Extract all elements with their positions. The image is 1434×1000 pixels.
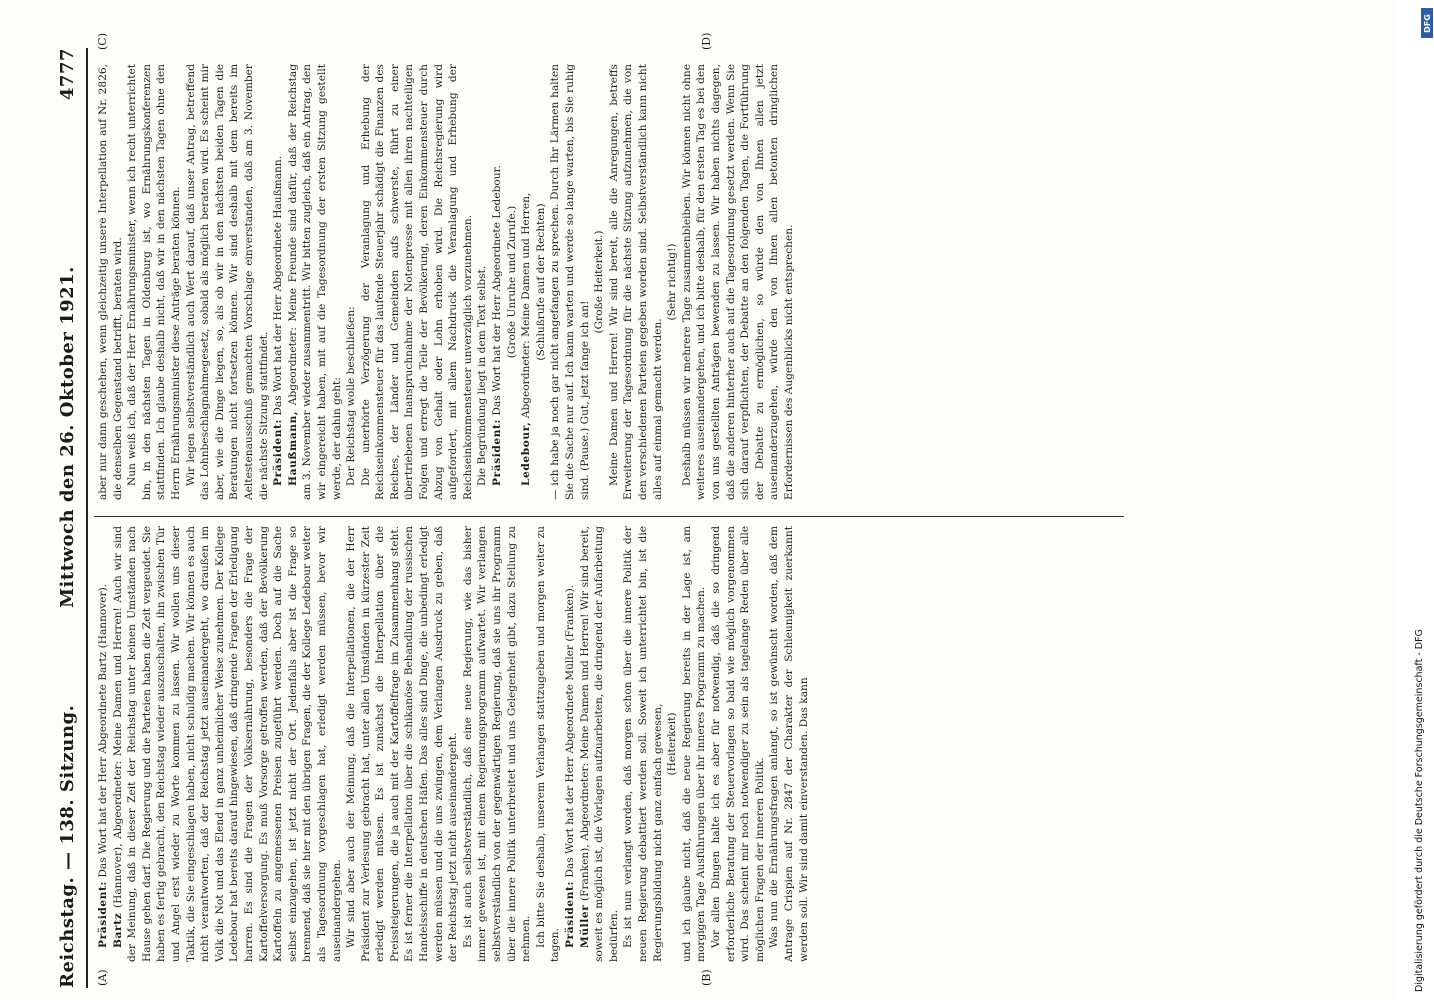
paragraph-text: (Große Heiterkeit.)	[593, 230, 606, 334]
paragraph	[96, 526, 111, 962]
paragraph-text: (Schlußrufe auf der Rechten)	[534, 203, 547, 361]
dfg-logo-text: DFG	[1422, 13, 1432, 33]
paragraph	[184, 64, 272, 500]
paragraph	[709, 526, 767, 962]
paragraph-text: Deshalb müssen wir mehrere Tage zusammenbleiben. Wir können nicht ohne weiteres auseinandergehen, und ich bitte deshalb, für den ersten Tag es bei den von uns gestellten Anträgen bewenden zu lassen. Wir haben nichts dagegen, daß die anderen hinterher auch auf die Tagesordnung gesetzt werden. Wenn Sie sich darauf verpflichten, der Debatte an den folgenden Tagen, die Fortführung der Debatte zu ermöglichen, so würde den von Ihnen allen jetzt auseinanderzugehen, würde den von Ihnen allen betonten dringlichen Erfordernissen des Augenblicks nicht entsprechen.	[680, 64, 795, 500]
paragraph	[665, 526, 680, 962]
paragraph	[519, 64, 534, 500]
column-divider	[94, 516, 1124, 517]
paragraph	[461, 526, 534, 962]
paragraph-text: (Franken), Abgeordneter: Meine Damen und Herren! Wir sind bereit, soweit es möglich ist, die Vorlagen aufzuarbeiten, die dringend der Aufarbeitung bedürfen.	[578, 526, 620, 962]
paragraph	[271, 64, 286, 500]
paragraph-text: Was nun die Ernährungsfragen anlangt, so ist gewünscht worden, daß dem Antrage Crispien auf Nr. 2847 der Charakter der Schleunigkeit zuerkannt werden soll. Wir sind damit einverstanden. Das kann	[768, 526, 810, 962]
margin-mark-d: (D)	[700, 32, 713, 50]
paragraph-text: Wir sind aber auch der Meinung, daß die Interpellationen, die der Herr Präsident zur Verlesung gebracht hat, unter allen Umständen in kürzester Zeit erledigt werden müssen. Es ist zunächst die Interpellation über die Preissteigerungen, die ja auch mit der Kartoffelfrage im Zusammenhang steht. Es ist ferner die Interpellation über die schikanöse Behandlung der russischen Handelsschiffe in deutschen Häfen. Das alles sind Dinge, die unbedingt erledigt werden müssen und die uns zwingen, dem Verlangen Ausdruck zu geben, daß der Reichstag jetzt nicht auseinandergeht.	[345, 526, 460, 962]
paragraph	[359, 64, 476, 500]
header-rule	[86, 48, 88, 988]
paragraph	[96, 64, 125, 500]
paragraph-text: Es ist auch selbstverständlich, daß eine neue Regierung, wie das bisher immer gewesen ist, mit einem Regierungsprogramm aufwartet. Wir verlangen selbstverständlich von der gegenwärtigen Regierung, daß sie uns ihr Programm über die innere Politik unterbreitet und uns Gelegenheit gibt, dazu Stellung zu nehmen.	[461, 526, 533, 962]
paragraph	[505, 64, 520, 500]
paragraph-text: Nun weiß ich, daß der Herr Ernährungsminister, wenn ich recht unterrichtet bin, in den nächsten Tagen in Oldenburg ist, wo Ernährungskonferenzen stattfinden. Ich glaube deshalb nicht, daß wir in den nächsten Tagen ohne den Herrn Ernährungsminister diese Anträge beraten können.	[126, 64, 182, 500]
paragraph	[621, 526, 665, 962]
speaker-name: Präsident:	[272, 418, 285, 486]
paragraph-text: Die Begründung liegt in dem Text selbst.	[476, 265, 489, 486]
speaker-name: Präsident:	[491, 418, 504, 486]
paragraph	[592, 64, 607, 500]
paragraph	[125, 64, 183, 500]
paragraph	[534, 64, 549, 500]
paragraph	[286, 64, 344, 500]
paragraph-text: und ich glaube nicht, daß die neue Regierung bereits in der Lage ist, am morgigen Tage Ausführungen über ihr inneres Programm zu machen.	[680, 526, 708, 962]
paragraph-text: Die unerhörte Verzögerung der Veranlagung und Erhebung der Reichseinkommensteuer für das laufende Steuerjahr schädigt die Finanzen des Reiches, der Länder und Gemeinden aufs schwerste, führt zu einer übertriebenen Inanspruchnahme der Notenpresse mit allen ihren nachteiligen Folgen und erregt die Teile der Bevölkerung, deren Einkommensteuer durch Abzug von Gehalt oder Lohn erhoben wird. Die Reichsregierung wird aufgefordert, mit allem Nachdruck die Veranlagung und Erhebung der Reichseinkommensteuer unverzüglich vorzunehmen.	[359, 64, 474, 500]
paragraph-text: aber nur dann geschehen, wenn gleichzeitig unsere Interpellation auf Nr. 2826, die denselben Gegenstand betrifft, beraten wird.	[97, 64, 124, 500]
paragraph-text: Meine Damen und Herren! Wir sind bereit, alle die Anregungen, betreffs Erweiterung der Tagesordnung für die nächste Sitzung aufzunehmen, die von den verschiedenen Parteien gegeben worden sind. Selbstverständlich kann nicht alles auf einmal gemacht werden.	[607, 64, 664, 500]
paragraph	[665, 64, 680, 500]
speaker-name: Müller	[578, 904, 591, 948]
paragraph-text: Das Wort hat der Herr Abgeordnete Haußmann.	[272, 155, 285, 416]
paragraph-text: Abgeordneter: Meine Freunde sind dafür, daß der Reichstag am 3. November wieder zusammentritt. Wir bitten zugleich, daß ein Antrag, den wir eingereicht haben, mit auf die Tagesordnung der ersten Sitzung gestellt werde, der dahin geht:	[286, 64, 343, 500]
speaker-name: Ledebour,	[520, 421, 533, 486]
margin-mark-a: (A)	[96, 969, 109, 986]
page-header	[52, 48, 82, 988]
digitization-credit	[1414, 0, 1434, 1000]
paragraph-text: (Hannover), Abgeordneter: Meine Damen und Herren! Auch wir sind der Meinung, daß in dieser Zeit der Reichstag unter keinen Umständen nach Hause gehen darf. Die Regierung und die Parteien haben die Zeit vergeudet. Sie haben es fertig gebracht, den Reichstag wieder auszuschalten, ihn zwischen Tür und Angel erst wieder zu Worte kommen zu lassen. Wir wollen uns dieser Taktik, die Sie eingeschlagen haben, nicht schuldig machen. Wir können es auch nicht verantworten, daß der Reichstag jetzt auseinandergeht, wo draußen im Volk die Not und das Elend in ganz unheimlicher Weise zunehmen. Der Kollege Ledebour hat bereits darauf hingewiesen, daß dringende Fragen der Erledigung harren. Es sind die Fragen der Volksernährung, besonders die Frage der Kartoffelversorgung. Es muß Vorsorge getroffen werden, daß der Bevölkerung Kartoffeln zu angemessenen Preisen zugeführt werden. Doch auf die Sache selbst einzugehen, ist jetzt nicht der Ort. Jedenfalls aber ist die Frage so brennend, daß sie hier mit den übrigen Fragen, die der Kollege Ledebour weiter als Tagesordnung vorgeschlagen hat, erledigt werden müssen, bevor wir auseinandergehen.	[111, 526, 343, 962]
header-session: Reichstag. — 138. Sitzung.	[56, 704, 78, 988]
paragraph-text: Es ist nun verlangt worden, daß morgen schon über die innere Politik der neuen Regierung debattiert werden soll. Soweit ich unterrichtet bin, ist die Regierungsbildung nicht ganz einfach gewesen,	[622, 526, 664, 962]
paragraph	[344, 526, 461, 962]
paragraph	[548, 64, 592, 500]
paragraph	[490, 64, 505, 500]
page-number: 4777	[56, 48, 78, 101]
right-column	[96, 64, 1126, 500]
paragraph-text: Abgeordneter: Meine Damen und Herren,	[520, 192, 533, 419]
paragraph	[563, 526, 578, 962]
paragraph-text: (Sehr richtig!)	[666, 243, 679, 321]
paragraph-text: Vor allen Dingen halte ich es aber für notwendig, daß die so dringend erforderliche Beratung der Steuervorlagen so bald wie möglich vorgenommen wird. Das scheint mir noch notwendiger zu sein als tagelange Reden über alle möglichen Fragen der inneren Politik.	[709, 526, 766, 962]
paragraph	[344, 64, 359, 500]
credit-text: Digitalisierung gefördert durch die Deutsche Forschungsgemeinschaft - DFG	[1414, 629, 1425, 992]
speaker-name: Präsident:	[564, 880, 576, 948]
paragraph-text: (Heiterkeit)	[666, 712, 679, 776]
paragraph-text: Das Wort hat der Herr Abgeordnete Ledebour.	[491, 165, 504, 416]
paragraph	[680, 64, 797, 500]
paragraph	[111, 526, 345, 962]
paragraph-text: (Große Unruhe und Zurufe.)	[505, 205, 518, 359]
speaker-name: Bartz	[111, 912, 124, 948]
paragraph-text: Ich bitte Sie deshalb, unserem Verlangen stattzugeben und morgen weiter zu tagen.	[534, 526, 562, 962]
left-column	[96, 526, 1126, 962]
header-date: Mittwoch den 26. Oktober 1921.	[56, 266, 78, 608]
margin-mark-b: (B)	[700, 969, 713, 986]
paragraph-text: Das Wort hat der Herr Abgeordnete Bartz (Hannover).	[97, 583, 109, 878]
paragraph	[680, 526, 709, 962]
dfg-logo	[1421, 8, 1433, 38]
paragraph	[534, 526, 563, 962]
paragraph-text: Wir legen selbstverständlich auch Wert darauf, daß unser Antrag, betreffend das Lohnbeschlagnahmegesetz, sobald als möglich beraten wird. Es scheint mir aber, wie die Dinge liegen, so, als ob wir in den nächsten beiden Tagen die Beratungen nicht fortsetzen können. Wir sind deshalb mit dem bereits im Aeltestenausschuß gemachten Vorschlage einverstanden, daß am 3. November die nächste Sitzung stattfindet.	[184, 64, 270, 500]
margin-mark-c: (C)	[96, 33, 109, 50]
paragraph-text: Das Wort hat der Herr Abgeordnete Müller (Franken).	[564, 584, 576, 878]
paragraph-text: Der Reichstag wolle beschließen:	[345, 306, 358, 486]
speaker-name: Präsident:	[97, 880, 109, 948]
paragraph	[578, 526, 622, 962]
paragraph	[607, 64, 665, 500]
paragraph	[475, 64, 490, 500]
paragraph	[767, 526, 811, 962]
speaker-name: Haußmann,	[286, 410, 299, 486]
paragraph-text: — ich habe ja noch gar nicht angefangen zu sprechen. Durch Ihr Lärmen halten Sie die Sache nur auf. Ich kann warten und werde so lange warten, bis Sie ruhig sind. (Pause.) Gut, jetzt fange ich an!	[549, 64, 591, 500]
